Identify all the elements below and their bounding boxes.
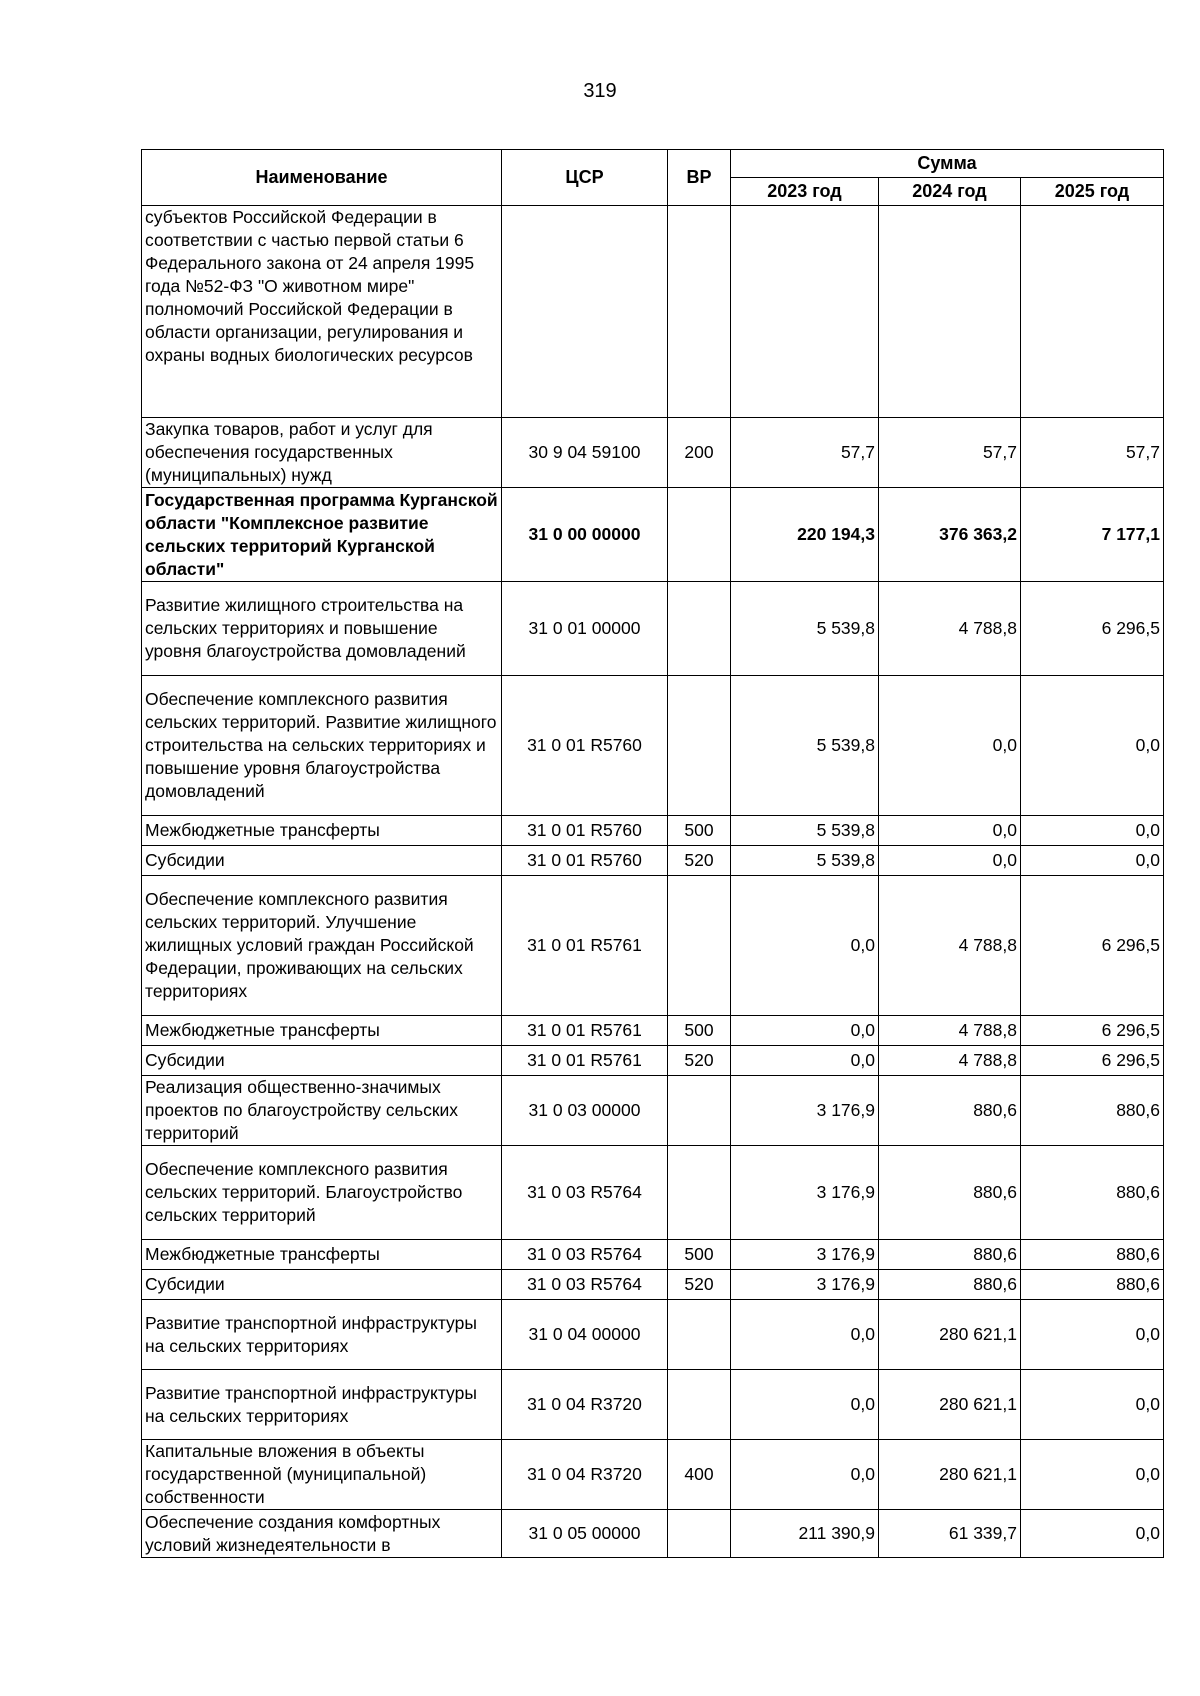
row-2024: 880,6 [879,1240,1021,1270]
row-2023 [731,206,879,418]
row-csr: 31 0 01 R5760 [502,846,668,876]
row-2025: 6 296,5 [1021,1046,1164,1076]
table-row [142,846,1164,876]
row-2024: 61 339,7 [879,1510,1021,1558]
row-name: Развитие жилищного строительства на сельских территориях и повышение уровня благоустройства домовладений [142,582,502,676]
row-vr [668,582,731,676]
row-csr: 31 0 01 R5761 [502,1046,668,1076]
row-vr: 500 [668,816,731,846]
header-2024: 2024 год [879,178,1021,206]
row-2025: 57,7 [1021,418,1164,488]
table-row [142,1510,1164,1558]
table-row [142,1146,1164,1240]
row-csr: 31 0 01 R5760 [502,676,668,816]
row-name: Развитие транспортной инфраструктуры на сельских территориях [142,1300,502,1370]
row-name: Государственная программа Курганской области "Комплексное развитие сельских территорий Курганской области" [142,488,502,582]
row-2025: 880,6 [1021,1146,1164,1240]
header-name: Наименование [142,150,502,206]
row-csr: 31 0 01 R5761 [502,1016,668,1046]
row-2025: 7 177,1 [1021,488,1164,582]
table-row [142,816,1164,846]
row-name: Закупка товаров, работ и услуг для обеспечения государственных (муниципальных) нужд [142,418,502,488]
row-name: субъектов Российской Федерации в соответствии с частью первой статьи 6 Федерального закона от 24 апреля 1995 года №52-ФЗ "О животном мире" полномочий Российской Федерации в области организации, регулирования и охраны водных биологических ресурсов [142,206,502,418]
row-2024: 0,0 [879,846,1021,876]
table-row [142,876,1164,1016]
row-2024: 880,6 [879,1270,1021,1300]
row-2025: 0,0 [1021,1510,1164,1558]
row-2023: 3 176,9 [731,1270,879,1300]
row-name: Развитие транспортной инфраструктуры на сельских территориях [142,1370,502,1440]
table-row [142,1300,1164,1370]
header-2023: 2023 год [731,178,879,206]
row-vr [668,1146,731,1240]
row-csr: 31 0 03 R5764 [502,1146,668,1240]
row-vr: 520 [668,846,731,876]
row-csr: 31 0 03 00000 [502,1076,668,1146]
row-vr [668,876,731,1016]
row-vr [668,676,731,816]
row-2025 [1021,206,1164,418]
row-2024: 57,7 [879,418,1021,488]
row-csr: 31 0 01 00000 [502,582,668,676]
row-2024: 0,0 [879,816,1021,846]
row-2023: 5 539,8 [731,676,879,816]
row-2023: 5 539,8 [731,846,879,876]
row-vr [668,488,731,582]
row-name: Субсидии [142,846,502,876]
header-sum: Сумма [731,150,1164,178]
row-csr: 31 0 00 00000 [502,488,668,582]
row-2023: 0,0 [731,1370,879,1440]
row-2024: 4 788,8 [879,1046,1021,1076]
row-2024: 280 621,1 [879,1440,1021,1510]
budget-table [141,149,1164,1558]
row-2025: 6 296,5 [1021,582,1164,676]
row-name: Обеспечение комплексного развития сельских территорий. Благоустройство сельских территорий [142,1146,502,1240]
row-name: Субсидии [142,1270,502,1300]
row-2025: 0,0 [1021,676,1164,816]
row-2024: 280 621,1 [879,1300,1021,1370]
row-2023: 0,0 [731,876,879,1016]
row-2023: 5 539,8 [731,816,879,846]
row-name: Межбюджетные трансферты [142,816,502,846]
row-name: Капитальные вложения в объекты государственной (муниципальной) собственности [142,1440,502,1510]
row-2024: 280 621,1 [879,1370,1021,1440]
table-row [142,1046,1164,1076]
row-2024: 4 788,8 [879,582,1021,676]
row-vr: 500 [668,1240,731,1270]
header-vr: ВР [668,150,731,206]
row-2024: 880,6 [879,1146,1021,1240]
row-2025: 6 296,5 [1021,876,1164,1016]
table-row [142,1270,1164,1300]
row-vr [668,1300,731,1370]
row-2024: 376 363,2 [879,488,1021,582]
table-row [142,1016,1164,1046]
row-csr: 31 0 03 R5764 [502,1240,668,1270]
table-row [142,1240,1164,1270]
row-2024 [879,206,1021,418]
table-row [142,418,1164,488]
row-csr: 31 0 01 R5761 [502,876,668,1016]
row-2025: 0,0 [1021,1370,1164,1440]
row-2025: 880,6 [1021,1076,1164,1146]
row-vr [668,1076,731,1146]
table-row [142,582,1164,676]
row-name: Реализация общественно-значимых проектов по благоустройству сельских территорий [142,1076,502,1146]
row-2023: 211 390,9 [731,1510,879,1558]
header-2025: 2025 год [1021,178,1164,206]
row-vr: 520 [668,1270,731,1300]
row-csr [502,206,668,418]
row-2025: 0,0 [1021,1440,1164,1510]
row-2025: 0,0 [1021,816,1164,846]
row-name: Субсидии [142,1046,502,1076]
row-csr: 31 0 05 00000 [502,1510,668,1558]
row-2023: 3 176,9 [731,1076,879,1146]
header-csr: ЦСР [502,150,668,206]
page-number: 319 [583,80,617,102]
table-row [142,488,1164,582]
table-row [142,1076,1164,1146]
row-vr: 200 [668,418,731,488]
row-csr: 31 0 03 R5764 [502,1270,668,1300]
row-2023: 0,0 [731,1300,879,1370]
row-2025: 6 296,5 [1021,1016,1164,1046]
row-name: Обеспечение комплексного развития сельских территорий. Улучшение жилищных условий граждан Российской Федерации, проживающих на сельских территориях [142,876,502,1016]
row-2025: 880,6 [1021,1270,1164,1300]
row-name: Межбюджетные трансферты [142,1240,502,1270]
row-2023: 57,7 [731,418,879,488]
row-2023: 3 176,9 [731,1146,879,1240]
table-row [142,1440,1164,1510]
row-csr: 31 0 04 R3720 [502,1440,668,1510]
row-2023: 0,0 [731,1046,879,1076]
row-2023: 220 194,3 [731,488,879,582]
row-2023: 0,0 [731,1016,879,1046]
row-2024: 4 788,8 [879,1016,1021,1046]
row-vr: 500 [668,1016,731,1046]
row-2024: 0,0 [879,676,1021,816]
row-2023: 5 539,8 [731,582,879,676]
row-csr: 31 0 04 00000 [502,1300,668,1370]
table-row [142,676,1164,816]
row-2025: 0,0 [1021,846,1164,876]
row-2025: 0,0 [1021,1300,1164,1370]
row-2024: 880,6 [879,1076,1021,1146]
row-2025: 880,6 [1021,1240,1164,1270]
row-2024: 4 788,8 [879,876,1021,1016]
row-name: Обеспечение создания комфортных условий жизнедеятельности в [142,1510,502,1558]
row-vr: 400 [668,1440,731,1510]
row-csr: 31 0 04 R3720 [502,1370,668,1440]
row-2023: 0,0 [731,1440,879,1510]
row-vr [668,1510,731,1558]
row-vr: 520 [668,1046,731,1076]
table-row [142,206,1164,418]
row-name: Обеспечение комплексного развития сельских территорий. Развитие жилищного строительства на сельских территориях и повышение уровня благоустройства домовладений [142,676,502,816]
row-vr [668,1370,731,1440]
row-2023: 3 176,9 [731,1240,879,1270]
row-csr: 30 9 04 59100 [502,418,668,488]
row-vr [668,206,731,418]
row-name: Межбюджетные трансферты [142,1016,502,1046]
row-csr: 31 0 01 R5760 [502,816,668,846]
table-row [142,1370,1164,1440]
